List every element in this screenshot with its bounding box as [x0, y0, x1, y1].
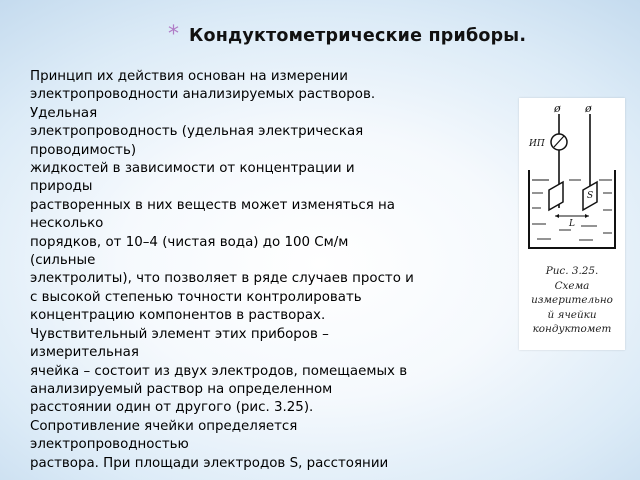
body-line: проводимость) [30, 142, 137, 158]
body-line: концентрацию компонентов в растворах. [30, 308, 326, 324]
body-line: с высокой степенью точности контролировать [30, 289, 362, 305]
conductometric-cell-figure [519, 98, 625, 350]
terminal-right: ø [585, 102, 592, 115]
body-line: жидкостей в зависимости от концентрации и [30, 161, 355, 177]
body-line: анализируемый раствор на определенном [30, 381, 333, 397]
body-line: порядков, от 10–4 (чистая вода) до 100 См/м [30, 234, 349, 250]
body-line: Чувствительный элемент этих приборов – [30, 326, 329, 342]
body-line: Удельная [30, 105, 98, 121]
body-line: электропроводности анализируемых растворов. [30, 87, 376, 103]
body-line: ячейка – состоит из двух электродов, помещаемых в [30, 363, 408, 379]
caption-line: й ячейки [547, 308, 597, 321]
cell-diagram [519, 98, 625, 264]
distance-label: L [569, 219, 575, 229]
distance-arrow-right-head [585, 214, 589, 218]
figure-caption [519, 264, 625, 337]
body-line: электропроводностью [30, 437, 189, 453]
body-line: (сильные [30, 253, 96, 269]
title-bullet: * [168, 22, 179, 47]
caption-line: Рис. 3.25. [545, 265, 599, 277]
slide-title: Кондуктометрические приборы. [189, 26, 527, 46]
title-row [168, 22, 526, 47]
body-line: несколько [30, 216, 104, 232]
caption-line: кондуктомет [532, 323, 612, 336]
body-line: Принцип их действия основан на измерении [30, 69, 348, 84]
body-line: измерительная [30, 345, 139, 361]
electrode-left [549, 182, 563, 210]
body-line: растворенных в них веществ может изменяться на [30, 197, 395, 213]
body-line: электропроводность (удельная электрическая [30, 124, 364, 140]
caption-line: Схема [554, 279, 590, 292]
distance-arrow-left-head [555, 214, 559, 218]
body-line: раствора. При площади электродов S, расстоянии [30, 455, 389, 471]
body-line: Сопротивление ячейки определяется [30, 418, 298, 434]
body-line: природы [30, 179, 93, 195]
caption-line: измерительно [531, 294, 613, 307]
terminal-left: ø [554, 102, 561, 115]
body-line: расстоянии один от другого (рис. 3.25). [30, 400, 314, 416]
vessel [529, 170, 615, 248]
meter-label: ИП [529, 139, 545, 149]
body-line: электролиты), что позволяет в ряде случаев просто и [30, 271, 414, 287]
electrode-area-label: S [587, 191, 594, 201]
liquid-surface [532, 180, 612, 240]
body-text [30, 68, 498, 473]
